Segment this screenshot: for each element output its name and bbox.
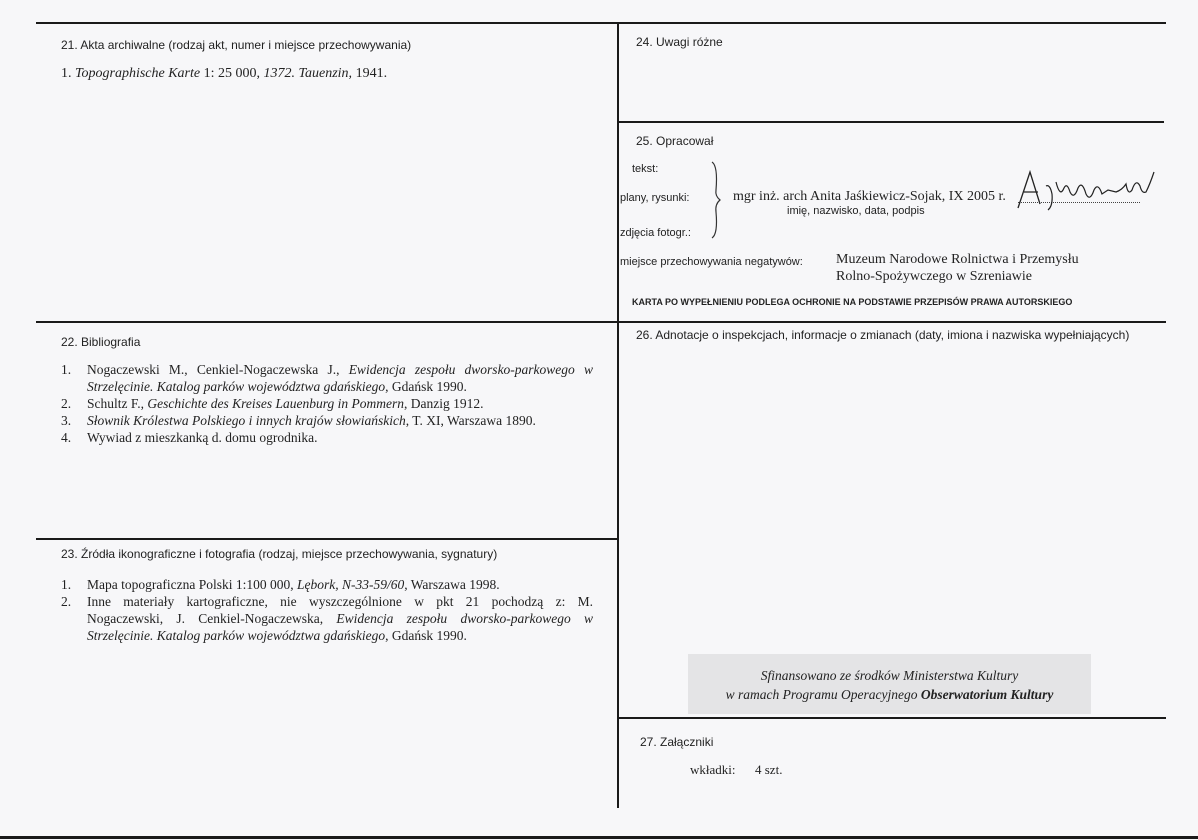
section-22-heading: 22. Bibliografia: [61, 335, 141, 349]
source-item-2-cont2: [87, 628, 467, 644]
title: Ewidencja zespołu dworsko-parkowego w: [348, 362, 593, 377]
attachments-label: wkładki:: [690, 762, 736, 777]
negatives-location-2: Rolno-Spożywczego w Szreniawie: [836, 269, 1032, 284]
text: Inne materiały kartograficzne, nie wyszczególnione w pkt 21 pochodzą z: M.: [87, 594, 593, 609]
bibliography-item-4: [61, 430, 318, 446]
place-year: , Gdańsk 1990.: [385, 379, 467, 394]
funding-program-name: Obserwatorium Kultury: [920, 687, 1054, 702]
divider-23: [36, 538, 618, 540]
author-line: mgr inż. arch Anita Jaśkiewicz-Sojak, IX 2005 r.: [733, 189, 1006, 204]
item-number: 1.: [61, 362, 72, 377]
place-year: , Gdańsk 1990.: [385, 628, 467, 643]
text: Mapa topograficzna Polski 1:100 000,: [87, 577, 297, 592]
source-item-2: [61, 594, 593, 610]
text: Wywiad z mieszkanką d. domu ogrodnika.: [87, 430, 318, 445]
top-border: [36, 22, 1166, 24]
archive-item-1: [61, 66, 387, 82]
funding-line-2: [688, 687, 1091, 703]
item-number: 2.: [61, 594, 72, 609]
negatives-label: miejsce przechowywania negatywów:: [620, 256, 803, 268]
section-26-heading: 26. Adnotacje o inspekcjach, informacje o zmianach (daty, imiona i nazwiska wypełniających): [636, 328, 1130, 342]
bibliography-item-1: [61, 362, 593, 378]
title: Słownik Królestwa Polskiego i innych krajów słowiańskich: [87, 413, 406, 428]
title: Ewidencja zespołu dworsko-parkowego w: [336, 611, 593, 626]
title-cont: Strzelęcinie. Katalog parków województwa gdańskiego: [87, 379, 386, 394]
copyright-notice: KARTA PO WYPEŁNIENIU PODLEGA OCHRONIE NA PODSTAWIE PRZEPISÓW PRAWA AUTORSKIEGO: [632, 297, 1073, 307]
item-number: 1.: [61, 66, 72, 81]
map-title: Topographische Karte: [75, 66, 201, 81]
section-27-heading: 27. Załączniki: [640, 735, 714, 749]
section-21-heading: 21. Akta archiwalne (rodzaj akt, numer i miejsce przechowywania): [61, 38, 412, 52]
authors: Nogaczewski M., Cenkiel-Nogaczewska J.,: [87, 362, 349, 377]
handwritten-signature: [1012, 164, 1162, 214]
center-divider: [617, 22, 619, 808]
item-number: 3.: [61, 413, 72, 428]
funding-line-1: Sfinansowano ze środków Ministerstwa Kultury: [760, 668, 1019, 683]
section-23-heading: 23. Źródła ikonograficzne i fotografia (rodzaj, miejsce przechowywania, sygnatury): [61, 547, 498, 561]
item-number: 1.: [61, 577, 72, 592]
brace-icon: [706, 160, 726, 240]
section-24-heading: 24. Uwagi różne: [636, 35, 723, 49]
bibliography-item-3: [61, 413, 536, 429]
author: Schultz F.,: [87, 396, 148, 411]
bottom-border: [0, 836, 1198, 839]
divider-25: [618, 121, 1164, 123]
photos-label: zdjęcia fotogr.:: [620, 227, 691, 239]
source-item-2-cont: [87, 611, 593, 627]
signature-caption: imię, nazwisko, data, podpis: [787, 205, 925, 217]
attachments-value: 4 szt.: [755, 762, 783, 777]
bibliography-item-1-cont: [87, 379, 467, 395]
divider-22: [36, 321, 1166, 323]
title-cont: Strzelęcinie. Katalog parków województwa gdańskiego: [87, 628, 386, 643]
map-scale: 1: 25 000,: [200, 66, 264, 81]
bibliography-item-2: [61, 396, 484, 412]
text-label: tekst:: [632, 163, 659, 175]
funding-box: [688, 654, 1091, 714]
funding-program: w ramach Programu Operacyjnego: [725, 687, 921, 702]
title: Geschichte des Kreises Lauenburg in Pommern: [147, 396, 405, 411]
place-year: , T. XI, Warszawa 1890.: [405, 413, 536, 428]
map-year: 1941.: [352, 66, 388, 81]
source-item-1: [61, 577, 500, 593]
map-sheet: 1372. Tauenzin,: [263, 66, 353, 81]
divider-27: [618, 717, 1166, 719]
place-year: , Warszawa 1998.: [404, 577, 500, 592]
negatives-location-1: Muzeum Narodowe Rolnictwa i Przemysłu: [836, 252, 1079, 267]
sheet: Lębork, N-33-59/60: [296, 577, 405, 592]
authors: Nogaczewski, J. Cenkiel-Nogaczewska,: [87, 611, 337, 626]
item-number: 4.: [61, 430, 72, 445]
item-number: 2.: [61, 396, 72, 411]
place-year: , Danzig 1912.: [404, 396, 484, 411]
section-25-heading: 25. Opracował: [636, 134, 714, 148]
plans-label: plany, rysunki:: [620, 192, 690, 204]
